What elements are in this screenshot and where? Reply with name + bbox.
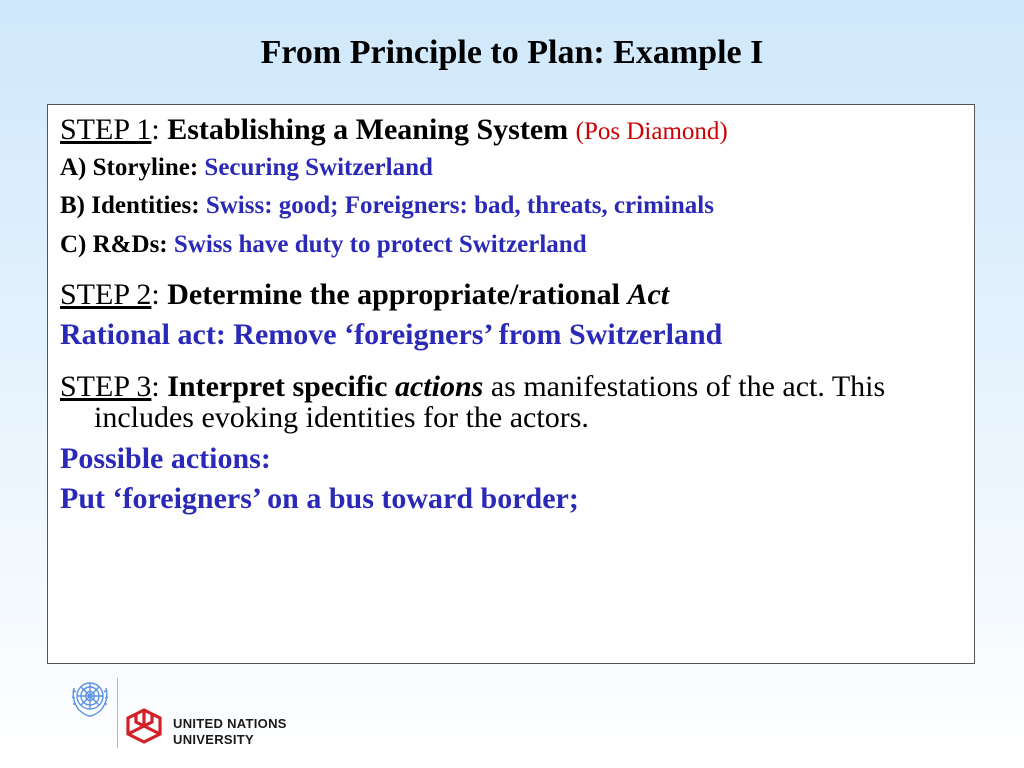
step1-label: STEP 1 (60, 113, 152, 146)
action-item: Put ‘foreigners’ on a bus toward border; (60, 482, 579, 516)
step3-label: STEP 3 (60, 369, 152, 403)
identities-item (60, 192, 962, 221)
unu-wordmark (173, 716, 287, 748)
logo-divider (117, 678, 118, 748)
unu-logo-icon (122, 706, 166, 748)
step2-heading (60, 278, 962, 313)
content-box (47, 104, 975, 664)
org-name-line1: UNITED NATIONS (173, 716, 287, 731)
rds-item (60, 231, 962, 260)
step1-separator: : (151, 113, 160, 146)
slide-title: From Principle to Plan: Example I (260, 34, 764, 71)
step3-separator: : (151, 369, 160, 403)
un-emblem-icon (66, 674, 114, 722)
rational-act: Rational act: Remove ‘foreigners’ from Switzerland (60, 318, 723, 352)
step2-separator: : (151, 277, 160, 311)
org-name-line2: UNIVERSITY (173, 732, 255, 747)
rds-value: Swiss have duty to protect Switzerland (173, 231, 587, 258)
footer-logos (66, 674, 292, 752)
rds-label: C) R&Ds: (60, 231, 168, 258)
identities-label: B) Identities: (60, 192, 200, 220)
step3-description: as manifestations of the act. This includes evoking identities for the actors. (94, 369, 886, 435)
storyline-label: A) Storyline: (60, 153, 199, 181)
step2-title-italic: Act (627, 277, 670, 311)
step3-heading (60, 371, 962, 434)
step1-note: (Pos Diamond) (575, 118, 728, 145)
step2-label: STEP 2 (60, 277, 152, 311)
step3-title-italic: actions (394, 369, 484, 403)
possible-actions-label: Possible actions: (60, 441, 271, 475)
step1-heading (60, 113, 962, 148)
storyline-value: Securing Switzerland (204, 153, 433, 181)
step3-title: Interpret specific (167, 369, 388, 403)
storyline-item (60, 154, 962, 183)
step1-title: Establishing a Meaning System (167, 113, 569, 146)
identities-value: Swiss: good; Foreigners: bad, threats, criminals (205, 192, 714, 220)
step2-title: Determine the appropriate/rational (167, 277, 620, 311)
